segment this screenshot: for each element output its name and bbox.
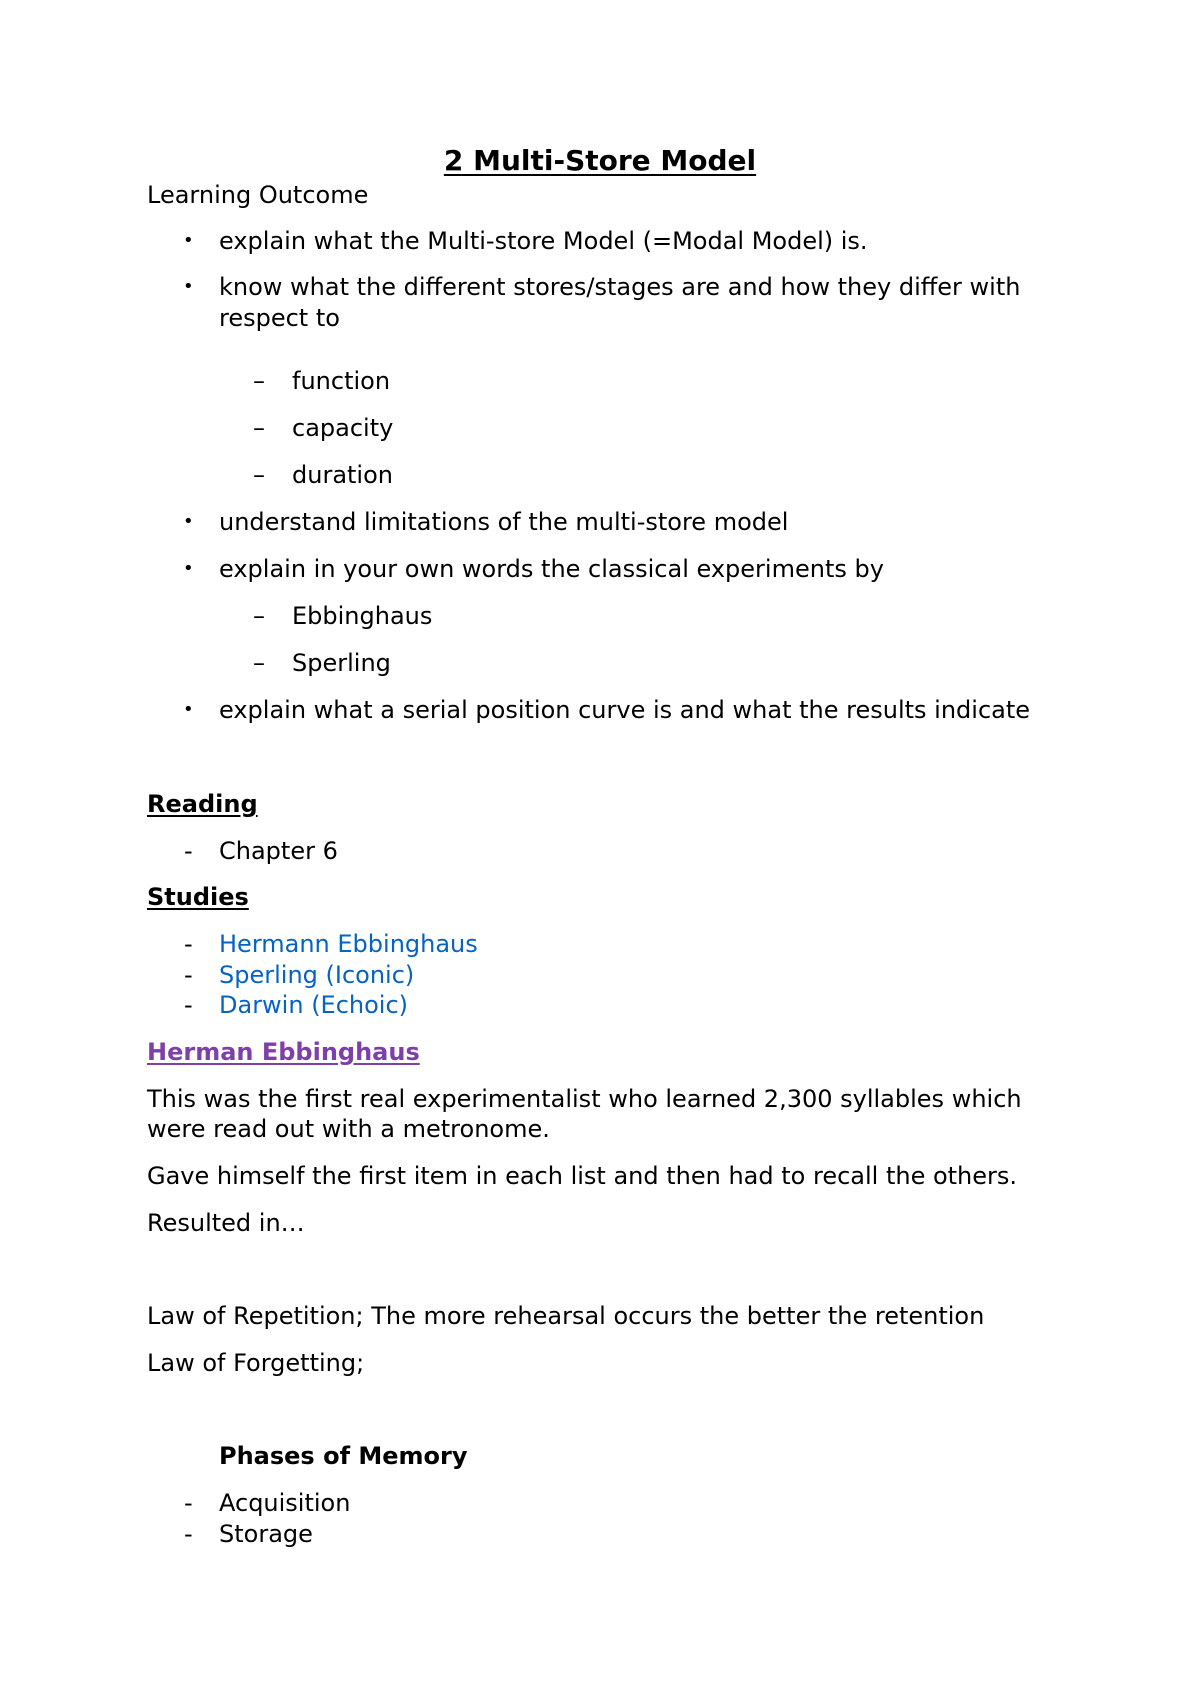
study-link-ebbinghaus[interactable]: Hermann Ebbinghaus (219, 930, 478, 958)
outcome-item: explain in your own words the classical experiments by (219, 555, 884, 583)
outcome-subitem: capacity (292, 414, 394, 442)
bullet-symbol: • (183, 230, 194, 251)
dash-symbol: – (253, 649, 265, 677)
hyphen-symbol: - (184, 1489, 193, 1517)
phase-item: Acquisition (219, 1489, 351, 1517)
outcome-subitem: function (292, 367, 391, 395)
dash-symbol: – (253, 414, 265, 442)
hyphen-symbol: - (184, 837, 193, 865)
bullet-symbol: • (183, 699, 194, 720)
law-of-repetition: Law of Repetition; The more rehearsal occurs the better the retention (147, 1302, 985, 1330)
reading-item: Chapter 6 (219, 837, 338, 865)
outcome-item: explain what a serial position curve is and what the results indicate (219, 696, 1031, 724)
ebbinghaus-paragraph: Gave himself the first item in each list and then had to recall the others. (147, 1162, 1018, 1190)
bullet-symbol: • (183, 276, 194, 297)
reading-heading: Reading (147, 790, 258, 818)
hyphen-symbol: - (184, 930, 193, 958)
learning-outcome-heading: Learning Outcome (147, 181, 369, 209)
outcome-subitem: Ebbinghaus (292, 602, 433, 630)
study-link-sperling[interactable]: Sperling (Iconic) (219, 961, 415, 989)
outcome-subitem: duration (292, 461, 393, 489)
outcome-item-continuation: respect to (219, 304, 340, 332)
dash-symbol: – (253, 367, 265, 395)
bullet-symbol: • (183, 511, 194, 532)
ebbinghaus-paragraph: This was the first real experimentalist who learned 2,300 syllables which (147, 1085, 1022, 1113)
dash-symbol: – (253, 602, 265, 630)
page-title: 2 Multi-Store Model (443, 144, 757, 177)
hyphen-symbol: - (184, 961, 193, 989)
ebbinghaus-heading[interactable]: Herman Ebbinghaus (147, 1038, 420, 1066)
outcome-subitem: Sperling (292, 649, 391, 677)
phases-heading: Phases of Memory (219, 1442, 468, 1470)
studies-heading: Studies (147, 883, 249, 911)
ebbinghaus-paragraph: Resulted in… (147, 1209, 305, 1237)
hyphen-symbol: - (184, 1520, 193, 1548)
ebbinghaus-paragraph-continuation: were read out with a metronome. (147, 1115, 550, 1143)
hyphen-symbol: - (184, 991, 193, 1019)
bullet-symbol: • (183, 558, 194, 579)
study-link-darwin[interactable]: Darwin (Echoic) (219, 991, 409, 1019)
dash-symbol: – (253, 461, 265, 489)
outcome-item: explain what the Multi-store Model (=Modal Model) is. (219, 227, 868, 255)
law-of-forgetting: Law of Forgetting; (147, 1349, 365, 1377)
phase-item: Storage (219, 1520, 313, 1548)
outcome-item: understand limitations of the multi-store model (219, 508, 789, 536)
outcome-item: know what the different stores/stages are and how they differ with (219, 273, 1021, 301)
